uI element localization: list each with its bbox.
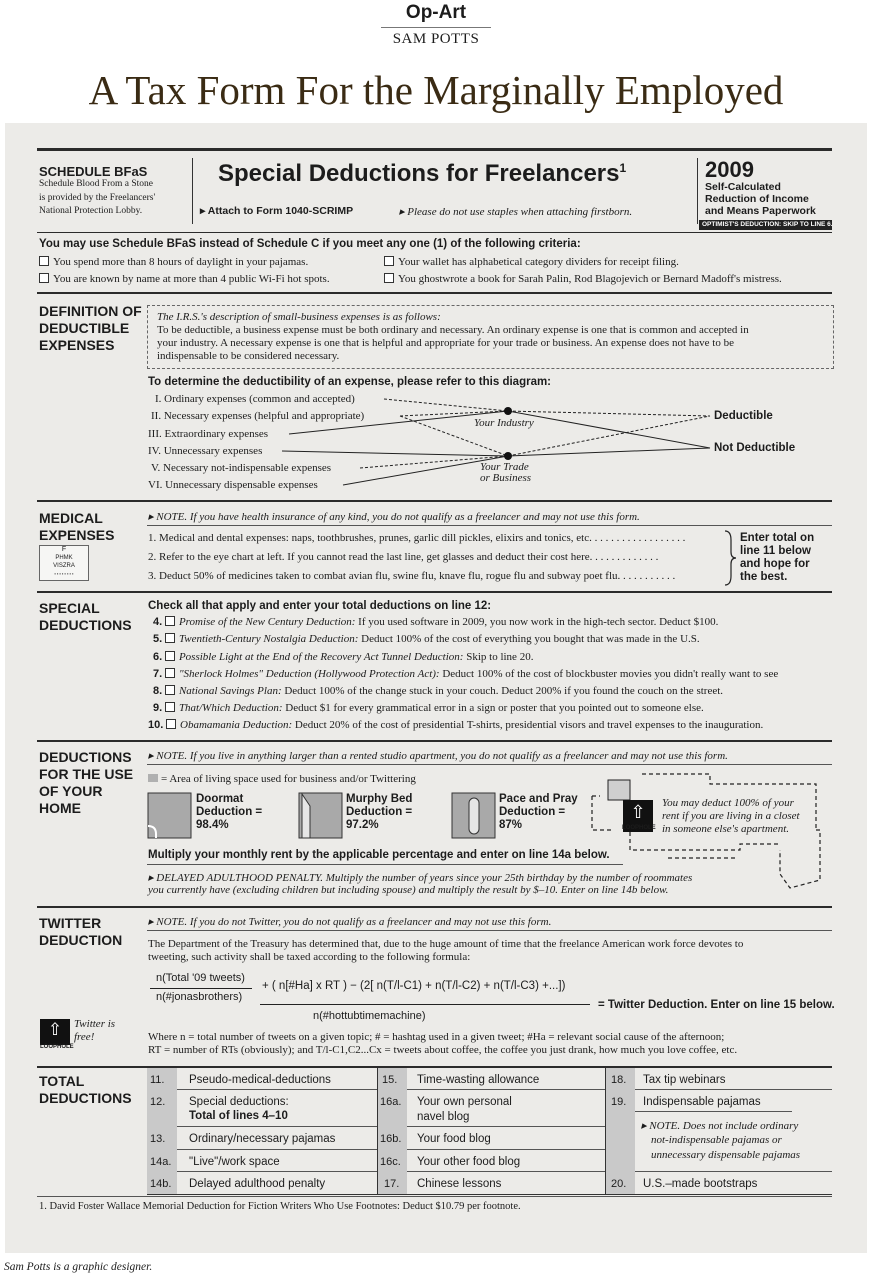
- murphy-label-3: 97.2%: [346, 819, 379, 831]
- diagram-line-not-deductible-2: [508, 448, 710, 456]
- formula-legend-1: Where n = total number of tweets on a given topic; # = hashtag used in a given tweet; #Ha = relevant social cause of the afternoon;: [148, 1031, 725, 1043]
- special-checkbox-6[interactable]: [165, 651, 175, 661]
- twitter-loophole-label: LOOPHOLE: [40, 1044, 74, 1050]
- home-loophole-text-1: You may deduct 100% of your: [662, 797, 794, 809]
- total-line-14a-number: 14a.: [150, 1156, 172, 1168]
- total-line-13-number: 13.: [150, 1133, 166, 1145]
- murphy-label-1: Murphy Bed: [346, 793, 413, 805]
- expense-type-5: V. Necessary not-indispensable expenses: [151, 462, 332, 474]
- special-line-10-name: Obamamania Deduction:: [180, 719, 293, 731]
- home-multiply-rule: [147, 864, 623, 865]
- criterion-text-2: Your wallet has alphabetical category dividers for receipt filing.: [398, 256, 679, 268]
- total-line-20-number: 20.: [611, 1178, 627, 1190]
- totals-col2-number-band: [377, 1068, 407, 1194]
- special-line-4-name: Promise of the New Century Deduction:: [178, 616, 356, 628]
- totals-col1-number-band: [147, 1068, 177, 1194]
- special-checkbox-10[interactable]: [166, 719, 176, 729]
- total-row-rule: [635, 1089, 832, 1090]
- pajama-note-3: unnecessary dispensable pajamas: [651, 1149, 801, 1161]
- home-loophole-label: LOOPHOLE: [622, 825, 656, 831]
- criteria-intro: You may use Schedule BFaS instead of Schedule C if you meet any one (1) of the following criteria:: [39, 238, 581, 250]
- year-desc-3: and Means Paperwork: [705, 205, 816, 217]
- criterion-text-1: You spend more than 8 hours of daylight in your pajamas.: [53, 256, 309, 268]
- medical-line-1: 1. Medical and dental expenses: naps, toothbrushes, prunes, garlic dill pickles, elixirs and tonics, etc. . . . . . . . . . . . . . . . . .: [148, 532, 686, 544]
- deductibility-diagram: [0, 0, 872, 500]
- node-trade-label-1: Your Trade: [480, 461, 529, 473]
- total-line-16a-sub: navel blog: [417, 1111, 470, 1123]
- twitter-note-rule: [147, 930, 832, 931]
- formula-numerator: n(Total '09 tweets): [156, 972, 245, 984]
- eye-chart-row-1: F: [61, 546, 67, 553]
- murphy-bed-diagram: [298, 792, 344, 840]
- home-legend: [148, 773, 416, 785]
- special-line-6-name: Possible Light at the End of the Recovery Act Tunnel Deduction:: [178, 651, 464, 663]
- doormat-label-3: 98.4%: [196, 819, 229, 831]
- medical-line-2: 2. Refer to the eye chart at left. If you cannot read the last line, get glasses and deduct their cost here. . . . . . . . . . . . .: [148, 551, 659, 563]
- home-loophole-text-3: in someone else's apartment.: [662, 823, 789, 835]
- total-line-13[interactable]: Ordinary/necessary pajamas: [189, 1133, 336, 1145]
- medical-line-3: 3. Deduct 50% of medicines taken to combat avian flu, swine flu, knave flu, rogue flu and subway poet flu. . . . . . . . . . .: [148, 570, 676, 582]
- doormat-label-1: Doormat: [196, 793, 244, 805]
- special-checkbox-5[interactable]: [165, 633, 175, 643]
- total-title-1: TOTAL: [39, 1073, 85, 1089]
- total-line-16b-number: 16b.: [380, 1133, 402, 1145]
- twitter-title-2: DEDUCTION: [39, 932, 123, 948]
- home-title-2: FOR THE USE: [39, 766, 134, 782]
- irs-line-3: indispensable to be considered necessary.: [157, 350, 340, 362]
- total-title-2: DEDUCTIONS: [39, 1090, 132, 1106]
- industry-node: [504, 407, 512, 415]
- schedule-desc-3: National Protection Lobby.: [39, 206, 143, 216]
- totals-col3-number-band: [605, 1068, 635, 1194]
- total-line-17[interactable]: Chinese lessons: [417, 1178, 502, 1190]
- home-note-rule: [147, 764, 832, 765]
- total-row-rule: [177, 1149, 377, 1150]
- medical-title-1: MEDICAL: [39, 510, 103, 526]
- special-line-8-name: National Savings Plan:: [178, 685, 282, 697]
- total-line-12-sub: Total of lines 4–10: [189, 1110, 288, 1122]
- special-title-2: DEDUCTIONS: [39, 617, 132, 633]
- footnote-rule: [37, 1196, 832, 1197]
- total-line-14b[interactable]: Delayed adulthood penalty: [189, 1178, 326, 1190]
- headline: A Tax Form For the Marginally Employed: [88, 67, 784, 113]
- medical-title: [39, 510, 114, 544]
- twitter-free-2: free!: [74, 1031, 95, 1043]
- home-title-3: OF YOUR: [39, 783, 103, 799]
- kicker: Op-Art: [405, 2, 467, 23]
- total-row-rule: [177, 1126, 377, 1127]
- total-line-12[interactable]: Special deductions:: [189, 1096, 289, 1108]
- total-line-16c[interactable]: Your other food blog: [417, 1156, 521, 1168]
- twitter-note: ▸ NOTE. If you do not Twitter, you do not qualify as a freelancer and may not use this form.: [148, 916, 552, 928]
- total-line-15[interactable]: Time-wasting allowance: [417, 1074, 540, 1086]
- special-line-10-text: Deduct 20% of the cost of presidential T-shirts, presidential visors and travel expenses to the inauguration.: [292, 719, 764, 731]
- diagram-intro: To determine the deductibility of an expense, please refer to this diagram:: [148, 376, 552, 388]
- doormat-diagram: [147, 792, 193, 840]
- special-line-9-number: 9.: [153, 702, 163, 714]
- total-title: [39, 1073, 132, 1107]
- medical-enter-2: line 11 below: [740, 545, 811, 557]
- special-line-9-text: Deduct $1 for every grammatical error in a sign or poster that you pointed out to someone else.: [282, 702, 704, 714]
- special-line-8: [153, 685, 723, 697]
- delayed-penalty-1: ▸ DELAYED ADULTHOOD PENALTY. Multiply the number of years since your 25th birthday by the number of roommates: [148, 872, 693, 884]
- byline: SAM POTTS: [392, 31, 480, 47]
- medical-rule: [37, 500, 832, 502]
- special-line-5-number: 5.: [153, 633, 163, 645]
- special-line-5-text: Deduct 100% of the cost of everything you bought that was made in the U.S.: [358, 633, 700, 645]
- trade-node: [504, 452, 512, 460]
- year-desc-2: Reduction of Income: [705, 193, 809, 205]
- schedule-desc-2: is provided by the Freelancers': [39, 193, 156, 203]
- diagram-line-deductible-2: [508, 416, 710, 456]
- total-row-rule: [407, 1089, 605, 1090]
- diagram-line-1: [384, 399, 508, 411]
- special-line-8-text: Deduct 100% of the change stuck in your couch. Deduct 200% if you found the couch on the street.: [281, 685, 724, 697]
- criterion-text-4: You ghostwrote a book for Sarah Palin, Rod Blagojevich or Bernard Madoff's mistress.: [398, 273, 782, 285]
- doormat-label-2: Deduction =: [196, 806, 263, 818]
- delayed-penalty-2: you currently have (excluding children but including spouse) and multiply the result by $–10. Enter on line 14b below.: [148, 884, 669, 896]
- eye-chart-row-4: ▪ ▪ ▪ ▪ ▪ ▪ ▪ ▪: [54, 571, 74, 576]
- special-line-4-number: 4.: [153, 616, 163, 628]
- total-line-16c-number: 16c.: [380, 1156, 401, 1168]
- node-trade-label-2: or Business: [480, 472, 532, 484]
- artist-credit: Sam Potts is a graphic designer.: [4, 1261, 153, 1273]
- total-line-12-number: 12.: [150, 1096, 166, 1108]
- special-checkbox-4[interactable]: [165, 616, 175, 626]
- special-rule: [37, 591, 832, 593]
- expense-type-2: II. Necessary expenses (helpful and appropriate): [151, 410, 365, 422]
- expense-type-3: III. Extraordinary expenses: [148, 428, 269, 440]
- total-line-18[interactable]: Tax tip webinars: [643, 1074, 726, 1086]
- irs-intro: The I.R.S.'s description of small-business expenses is as follows:: [157, 311, 441, 323]
- pace-label-2: Deduction =: [499, 806, 566, 818]
- home-title: [39, 749, 133, 817]
- formula-fraction-bar: [150, 988, 252, 989]
- formula-denominator: n(#jonasbrothers): [156, 991, 243, 1003]
- definition-title-3: EXPENSES: [39, 337, 115, 353]
- twitter-rule: [37, 906, 832, 908]
- definition-title-1: DEFINITION OF: [39, 303, 142, 319]
- special-line-4: [153, 616, 718, 628]
- staples-instruction: ▸ Please do not use staples when attaching firstborn.: [399, 206, 633, 218]
- pace-label-1: Pace and Pray: [499, 793, 578, 805]
- total-row-rule: [177, 1171, 377, 1172]
- medical-note-rule: [147, 525, 832, 526]
- home-rule: [37, 740, 832, 742]
- special-title-1: SPECIAL: [39, 600, 100, 616]
- murphy-label-2: Deduction =: [346, 806, 413, 818]
- special-line-5: [153, 633, 700, 645]
- pajama-note-1: ▸ NOTE. Does not include ordinary: [641, 1120, 799, 1132]
- special-line-7-number: 7.: [153, 668, 163, 680]
- expense-type-6: VI. Unnecessary dispensable expenses: [148, 479, 318, 491]
- legend-swatch: [148, 774, 158, 782]
- eye-chart: [39, 545, 89, 581]
- total-line-19-number: 19.: [611, 1096, 627, 1108]
- total-line-19[interactable]: Indispensable pajamas: [643, 1096, 761, 1108]
- pace-label-3: 87%: [499, 819, 523, 831]
- diagram-line-not-deductible-1: [508, 411, 710, 448]
- diagram-line-deductible-1: [508, 411, 710, 416]
- total-line-17-number: 17.: [384, 1178, 400, 1190]
- special-checkbox-9[interactable]: [165, 702, 175, 712]
- special-line-8-number: 8.: [153, 685, 163, 697]
- medical-note: ▸ NOTE. If you have health insurance of any kind, you do not qualify as a freelancer and may not use this form.: [148, 511, 640, 523]
- twitter-free-1: Twitter is: [74, 1018, 116, 1030]
- diagram-line-2: [400, 411, 508, 416]
- total-line-15-number: 15.: [382, 1074, 398, 1086]
- total-row-rule: [407, 1149, 605, 1150]
- irs-line-2: your industry. A necessary expense is one that is helpful and appropriate for your trade or business. An expense does not have to be: [157, 337, 734, 349]
- eye-chart-row-2: PHMK: [55, 555, 73, 561]
- total-row-rule: [407, 1171, 605, 1172]
- total-line-16a-number: 16a.: [380, 1096, 402, 1108]
- formula-legend-2: RT = number of RTs (obviously); and T/l-C1,C2...Cx = tweets about coffee, the coffee you just drank, how much you love coffee, etc.: [148, 1044, 738, 1056]
- attach-instruction: ▸ Attach to Form 1040-SCRIMP: [200, 205, 354, 217]
- special-title: [39, 600, 132, 634]
- total-line-16a[interactable]: Your own personal: [417, 1096, 512, 1108]
- total-line-14a[interactable]: "Live"/work space: [189, 1156, 280, 1168]
- criterion-text-3: You are known by name at more than 4 public Wi-Fi hot spots.: [53, 273, 330, 285]
- medical-enter-4: the best.: [740, 571, 788, 583]
- twitter-desc-1: The Department of the Treasury has determined that, due to the huge amount of time that the freelance American work force devotes to: [148, 938, 744, 950]
- form-title-footnote-mark: 1: [619, 161, 627, 175]
- eye-chart-row-3: VISZRA: [53, 563, 75, 569]
- special-line-10-number: 10.: [148, 719, 164, 731]
- special-line-7-text: Deduct 100% of the cost of blockbuster movies you didn't really want to see: [439, 668, 779, 680]
- special-line-7: [153, 668, 778, 680]
- twitter-title-1: TWITTER: [39, 915, 102, 931]
- expense-type-4: IV. Unnecessary expenses: [148, 445, 263, 457]
- diagram-line-4: [282, 451, 508, 456]
- totals-divider-1: [377, 1068, 378, 1194]
- total-line-11[interactable]: Pseudo-medical-deductions: [189, 1074, 331, 1086]
- special-line-4-text: If you used software in 2009, you now work in the high-tech sector. Deduct $100.: [355, 616, 719, 628]
- totals-divider-2: [605, 1068, 606, 1194]
- total-row-rule: [635, 1111, 792, 1112]
- special-line-5-name: Twentieth-Century Nostalgia Deduction:: [178, 633, 359, 645]
- total-line-14b-number: 14b.: [150, 1178, 172, 1190]
- home-multiply-instruction: Multiply your monthly rent by the applicable percentage and enter on line 14a below.: [148, 849, 610, 861]
- total-line-20[interactable]: U.S.–made bootstraps: [643, 1178, 758, 1190]
- optimist-deduction-banner: OPTIMIST'S DEDUCTION: SKIP TO LINE 6.: [699, 220, 832, 230]
- medical-title-2: EXPENSES: [39, 527, 115, 543]
- special-line-9-name: That/Which Deduction:: [178, 702, 283, 714]
- special-line-9: [153, 702, 704, 714]
- schedule-title: SCHEDULE BFaS: [39, 164, 148, 179]
- home-loophole-text-2: rent if you are living in a closet: [662, 810, 800, 822]
- medical-enter-3: and hope for: [740, 558, 810, 570]
- home-note: ▸ NOTE. If you live in anything larger than a rented studio apartment, you do not qualify as a freelancer and may not use this form.: [148, 750, 728, 762]
- home-title-4: HOME: [39, 800, 81, 816]
- special-line-7-name: "Sherlock Holmes" Deduction (Hollywood Protection Act):: [178, 668, 440, 680]
- special-checkbox-8[interactable]: [165, 685, 175, 695]
- pace-pray-diagram: [451, 792, 497, 840]
- formula-result: = Twitter Deduction. Enter on line 15 below.: [598, 999, 835, 1011]
- special-line-6: [153, 651, 533, 663]
- home-legend-text: = Area of living space used for business and/or Twittering: [161, 773, 416, 785]
- total-line-16b[interactable]: Your food blog: [417, 1133, 491, 1145]
- form-title-text: Special Deductions for Freelancers: [218, 160, 620, 187]
- deductible-label: Deductible: [714, 410, 773, 422]
- formula-fraction-bar-2: [260, 1004, 590, 1005]
- total-row-rule: [635, 1171, 832, 1172]
- twitter-loophole-icon: ⇧: [40, 1019, 70, 1045]
- expense-type-1: I. Ordinary expenses (common and accepted): [155, 393, 355, 405]
- total-row-rule: [407, 1126, 605, 1127]
- not-deductible-label: Not Deductible: [714, 442, 796, 454]
- footnote: 1. David Foster Wallace Memorial Deduction for Fiction Writers Who Use Footnotes: Deduct $10.79 per footnote.: [39, 1201, 521, 1212]
- medical-enter-1: Enter total on: [740, 532, 815, 544]
- special-intro: Check all that apply and enter your total deductions on line 12:: [148, 600, 492, 612]
- year-desc-1: Self-Calculated: [705, 181, 781, 193]
- total-row-rule: [177, 1089, 377, 1090]
- special-line-6-number: 6.: [153, 651, 163, 663]
- formula-middle: + ( n[#Ha] x RT ) − (2[ n(T/l-C1) + n(T/l-C2) + n(T/l-C3) +...]): [262, 980, 566, 992]
- irs-line-1: To be deductible, a business expense must be both ordinary and necessary. An ordinary expense is one that is common and accepted in: [157, 324, 749, 336]
- definition-title-2: DEDUCTIBLE: [39, 320, 130, 336]
- home-loophole-icon: ⇧: [623, 800, 653, 832]
- total-line-18-number: 18.: [611, 1074, 627, 1086]
- medical-brace: [722, 530, 738, 586]
- formula-denominator-2: n(#hottubtimemachine): [313, 1010, 426, 1022]
- tax-year: 2009: [705, 157, 754, 182]
- node-industry-label: Your Industry: [474, 417, 534, 429]
- twitter-desc-2: tweeting, such activity shall be taxed according to the following formula:: [148, 951, 471, 963]
- special-checkbox-7[interactable]: [165, 668, 175, 678]
- home-title-1: DEDUCTIONS: [39, 749, 132, 765]
- special-line-6-text: Skip to line 20.: [463, 651, 534, 663]
- schedule-desc-1: Schedule Blood From a Stone: [39, 179, 153, 189]
- twitter-title: [39, 915, 122, 949]
- pajama-note-2: not-indispensable pajamas or: [651, 1134, 782, 1146]
- special-line-10: [148, 719, 763, 731]
- total-line-11-number: 11.: [150, 1074, 165, 1086]
